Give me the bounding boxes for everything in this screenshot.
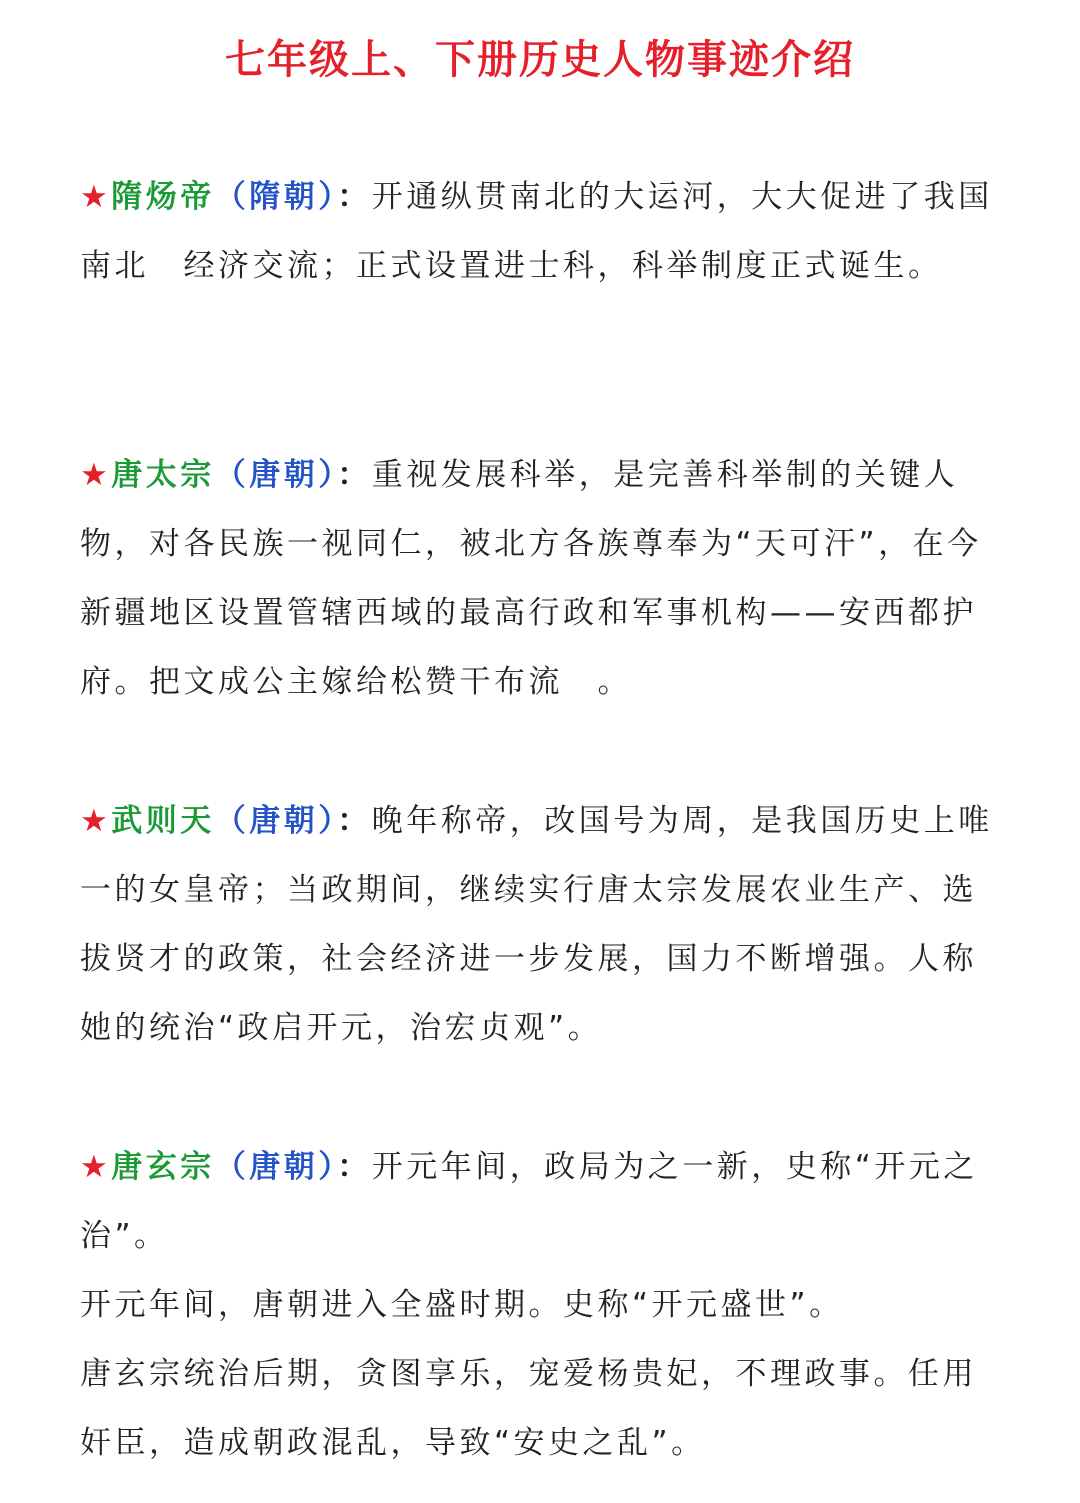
dynasty-label: （隋朝） (214, 179, 338, 215)
colon: ： (337, 803, 372, 839)
entry-text: 开通纵贯南北的大运河，大大促进了我国南北 经济交流；正式设置进士科，科举制度正式诞生。 (80, 179, 993, 284)
person-name: 唐太宗 (111, 457, 215, 493)
entry-paragraph (80, 787, 1000, 1063)
entry-text: 晚年称帝，改国号为周，是我国历史上唯一的女皇帝；当政期间，继续实行唐太宗发展农业生产、选拔贤才的政策，社会经济进一步发展，国力不断增强。人称她的统治“政启开元，治宏贞观”。 (80, 803, 993, 1046)
person-name: 武则天 (111, 803, 215, 839)
entry-paragraph (80, 163, 1000, 301)
entry-tang-taizong (80, 441, 1000, 717)
entry-text: 重视发展科举，是完善科举制的关键人物，对各民族一视同仁，被北方各族尊奉为“天可汗”，在今新疆地区设置管辖西域的最高行政和军事机构——安西都护府。把文成公主嫁给松赞干布流 。 (80, 457, 982, 700)
dynasty-label: （唐朝） (214, 457, 338, 493)
page-title: 七年级上、下册历史人物事迹介绍 (225, 37, 855, 83)
colon: ： (337, 1149, 372, 1185)
person-name: 唐玄宗 (111, 1149, 215, 1185)
entry-tang-xuanzong (80, 1133, 1000, 1478)
person-name: 隋炀帝 (111, 179, 215, 215)
entry-text: 开元年间，政局为之一新，史称“开元之治”。 (80, 1149, 978, 1254)
entry-paragraph: 唐玄宗统治后期，贪图享乐，宠爱杨贵妃，不理政事。任用奸臣，造成朝政混乱，导致“安史之乱”。 (80, 1356, 977, 1461)
entry-paragraph (80, 441, 1000, 717)
dynasty-label: （唐朝） (214, 803, 338, 839)
star-icon: ★ (80, 803, 112, 839)
entry-sui-yangdi (80, 163, 1000, 301)
star-icon: ★ (80, 1149, 112, 1185)
entry-paragraph (80, 1133, 1000, 1271)
entry-wu-zetian (80, 787, 1000, 1063)
colon: ： (337, 457, 372, 493)
dynasty-label: （唐朝） (214, 1149, 338, 1185)
star-icon: ★ (80, 457, 112, 493)
star-icon: ★ (80, 179, 112, 215)
entry-paragraph: 开元年间，唐朝进入全盛时期。史称“开元盛世”。 (80, 1287, 844, 1323)
colon: ： (337, 179, 372, 215)
